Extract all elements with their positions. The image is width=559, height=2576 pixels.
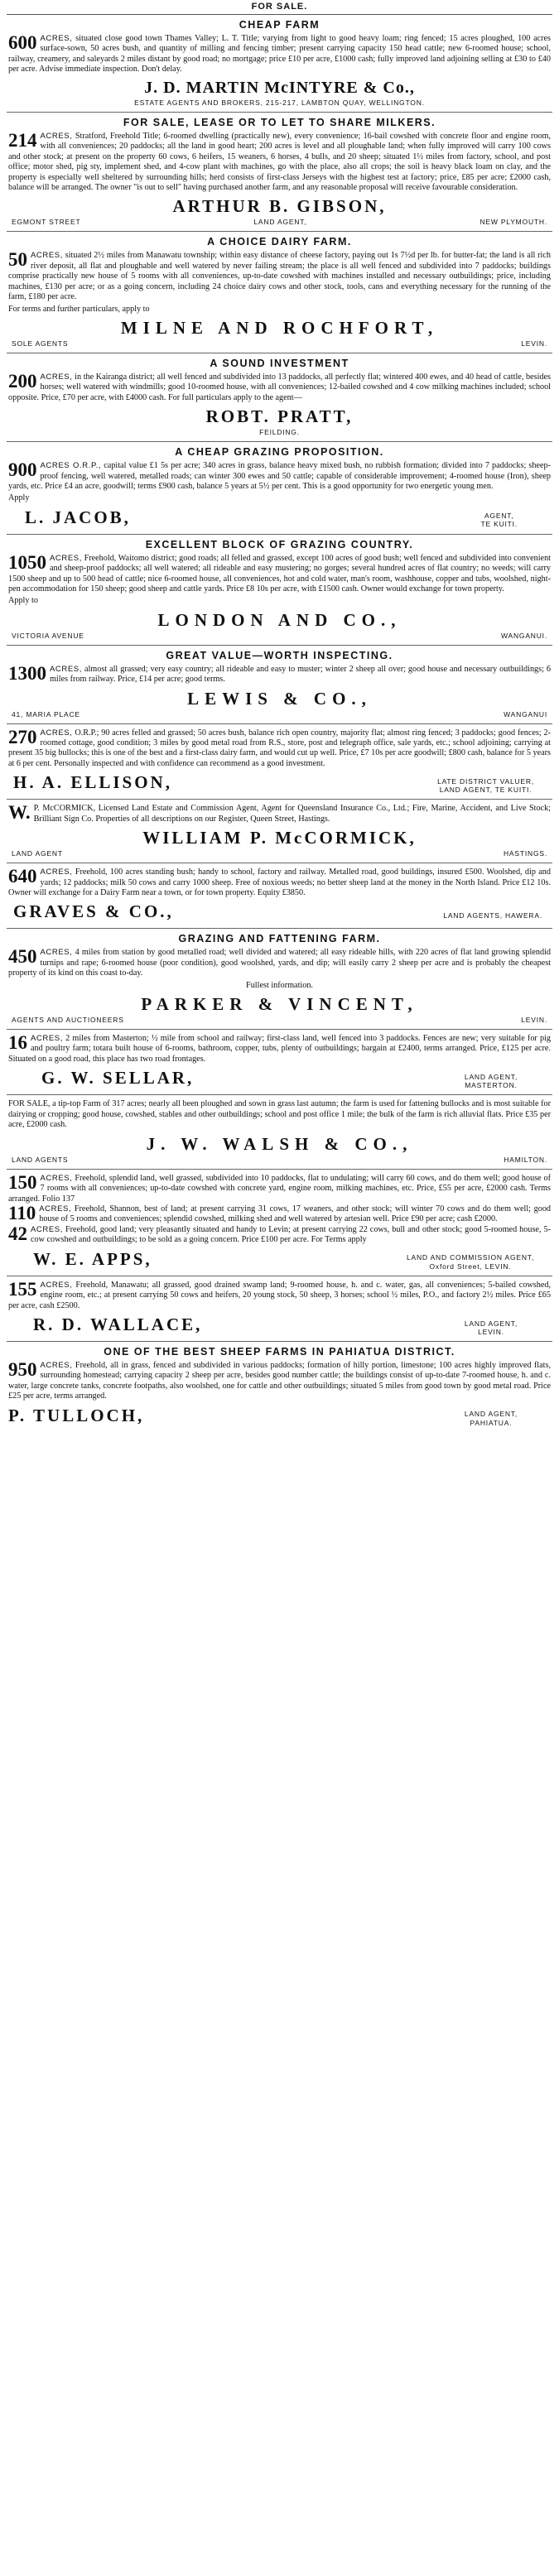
- agent-address: LAND AGENT HASTINGS.: [12, 849, 547, 858]
- acreage: 1300: [8, 662, 46, 684]
- listing-body: [8, 372, 551, 403]
- listing-body: [8, 867, 551, 898]
- listing-body: [8, 34, 551, 75]
- agent-name: PARKER & VINCENT,: [141, 994, 418, 1014]
- agent-block: [8, 898, 551, 923]
- listing-text: almost all grassed; very easy country; all rideable and easy to muster; winter 2 sheep all over; good house and necessary outbuildings; 6 miles from railway. Price, £14 per acre; good terms.: [50, 664, 551, 685]
- listing-title: A CHOICE DAIRY FARM.: [207, 236, 352, 248]
- listing-tulloch: [7, 1342, 552, 1432]
- acreage: 600: [8, 32, 37, 53]
- agent-block: [8, 769, 551, 794]
- agent-address: FEILDING.: [259, 428, 300, 437]
- agent-location: LAND AGENT, LEVIN.: [464, 1319, 518, 1336]
- listing-16-acres: [7, 1030, 552, 1095]
- agent-address: AGENTS AND AUCTIONEERS LEVIN.: [12, 1016, 547, 1024]
- acreage-label: ACRES,: [40, 1280, 73, 1290]
- listing-title: CHEAP FARM: [239, 19, 320, 31]
- agent-name: ROBT. PRATT,: [205, 406, 354, 427]
- listing-share-milkers: [7, 113, 552, 233]
- agent-name: ARTHUR B. GIBSON,: [172, 196, 387, 217]
- listing-title: A SOUND INVESTMENT: [210, 357, 349, 369]
- agent-name: W. E. APPS,: [33, 1248, 152, 1269]
- listing-text: Freehold, Shannon, best of land; at present carrying 31 cows, 17 weaners, and other stock; will winter 70 cows and do them well; good house of 5 rooms and conveniences; splendid cowshed, milking shed and well watered by artesian well. Price £90 per acre; cash £2000.: [39, 1204, 552, 1224]
- agent-block: [8, 504, 551, 529]
- listing-text: Freehold, splendid land, well grassed, subdivided into 10 paddocks, flat to undulating; will carry 60 cows, and do them well; good house of 7 rooms with all conveniences; up-to-date cowshed with concrete yard, engine room, milking machines, etc. Price, £55 per acre, £2000 cash. Terms arranged. Folio 137: [8, 1173, 552, 1204]
- listing-note: For terms and further particulars, apply to: [8, 304, 150, 314]
- acreage-label: ACRES,: [40, 131, 73, 141]
- agent-name: MILNE AND ROCHFORT,: [120, 317, 439, 338]
- acreage: 450: [8, 946, 37, 968]
- agent-location: LAND AND COMMISSION AGENT, Oxford Street, LEVIN.: [407, 1253, 534, 1271]
- acreage-label: ACRES,: [31, 1224, 63, 1234]
- listing-body: [8, 1204, 551, 1225]
- agent-name: R. D. WALLACE,: [33, 1314, 203, 1334]
- acreage: 900: [8, 459, 37, 481]
- listing-270-acres: [7, 724, 552, 800]
- acreage: 155: [8, 1278, 37, 1300]
- listing-body: [8, 1171, 552, 1204]
- listing-text: situated 2½ miles from Manawatu township; within easy distance of cheese factory, paying out 1s 7½d per lb. for butter-fat; the land is all rich river deposit, all flat and ploughable and well watered by never failing stream; the place is all well fenced and subdivided into 7 paddocks; buildings comprise practically new house of 5 rooms with all conveniences, up-to-date cowshed with machines installed and necessary outbuildings; price, including machines, £130 per acre; or as a going concern, including 24 choice dairy cows and other stock, tools, cans and everything necessary for the running of the farm, £180 per acre.: [8, 251, 551, 302]
- listing-text: FOR SALE, a tip-top Farm of 317 acres; nearly all been ploughed and sown in grass last autumn; the farm is used for fattening bullocks and is most suitable for dairying or cropping; good house, cowshed, stables and other outbuildings; school and post office 1 mile; the bulk of the farm is rich alluvial flats. Price £35 per acre, £2000 cash.: [8, 1099, 551, 1130]
- acreage-label: ACRES O.R.P.,: [40, 461, 102, 471]
- listing-text: P. McCORMICK, Licensed Land Estate and Commission Agent, Agent for Queensland Insurance Co., Ltd.; Fire, Marine, Accident, and Live Stock; Brilliant Sign Co. Properties of all descriptions on our Register, Queen Street, Hastings.: [33, 804, 551, 824]
- listing-body: [8, 461, 551, 492]
- agent-address: ESTATE AGENTS AND BROKERS, 215-217, LAMBTON QUAY, WELLINGTON.: [134, 98, 425, 107]
- listing-text: Freehold, good land; very pleasantly situated and handy to Levin; at present carrying 22 cows, bull and other stock; good 5-roomed house, 5-cow cowshed and outbuildings; to be sold as a going concern. Price £100 per acre. For Terms apply: [31, 1224, 551, 1245]
- listing-body: [8, 1278, 551, 1311]
- listing-body: [8, 251, 551, 302]
- listing-great-value: [7, 646, 552, 724]
- acreage: 950: [8, 1359, 37, 1380]
- agent-address: LAND AGENTS HAMILTON.: [12, 1155, 547, 1164]
- acreage: 150: [8, 1171, 37, 1193]
- agent-address: VICTORIA AVENUE WANGANUI.: [12, 631, 547, 640]
- listing-sound-investment: [7, 353, 552, 442]
- agent-name: WILLIAM P. McCORMICK,: [142, 828, 417, 848]
- listing-excellent-block: [7, 535, 552, 646]
- agent-name: G. W. SELLAR,: [41, 1068, 195, 1089]
- listing-text: Freehold, Manawatu; all grassed, good drained swamp land; 9-roomed house, h. and c. water, gas, all conveniences; 5-bailed cowshed, engine room, etc.; at present carrying 50 cows and heifers, 20 young stock, 50 sheep, 3 horses; school ½ miles, P.O., and factory 2½ miles. Price £65 per acre, cash £2500.: [8, 1280, 551, 1310]
- listing-text: Freehold, 100 acres standing bush; handy to school, factory and railway. Metalled road, good buildings, insured £500. Woolshed, dip and yards; 12 paddocks; milk 50 cows and carry 1000 sheep. Free of noxious weeds; no better sheep land at the money in the North Island. Price £12 10s. Owner will exchange for a Dairy Farm near a town, or for town property. Equity £3850.: [8, 867, 551, 898]
- agent-name: L. JACOB,: [25, 507, 131, 527]
- acreage-label: ACRES,: [40, 1361, 73, 1370]
- listing-body: [8, 1225, 551, 1246]
- listing-apps: [7, 1170, 552, 1276]
- agent-block: [8, 1311, 551, 1336]
- acreage: 1050: [8, 551, 46, 573]
- listing-note: Apply: [8, 493, 30, 503]
- listing-cheap-farm: [7, 15, 552, 113]
- acreage-label: ACRES,: [39, 1204, 72, 1214]
- listing-body: [8, 551, 551, 595]
- acreage-label: ACRES,: [50, 553, 82, 563]
- agent-address: 41, MARIA PLACE WANGANUI: [12, 709, 547, 718]
- acreage: 42: [8, 1223, 27, 1244]
- listing-choice-dairy-farm: [7, 232, 552, 353]
- acreage: 640: [8, 866, 37, 887]
- agent-name: LEWIS & CO.,: [187, 688, 372, 709]
- listing-body: [8, 804, 551, 824]
- agent-location: LAND AGENT, PAHIATUA.: [464, 1410, 518, 1427]
- agent-location: LAND AGENT, MASTERTON.: [464, 1072, 518, 1090]
- section-header: FOR SALE.: [7, 0, 552, 15]
- agent-location: LATE DISTRICT VALUER, LAND AGENT, TE KUITI.: [437, 776, 534, 795]
- acreage-label: ACRES,: [40, 867, 73, 877]
- agent-address: EGMONT STREET LAND AGENT, NEW PLYMOUTH.: [12, 218, 547, 227]
- listing-body: [8, 728, 551, 770]
- listing-mccormick: [7, 800, 552, 863]
- listing-title: A CHEAP GRAZING PROPOSITION.: [175, 446, 384, 459]
- acreage: 50: [8, 249, 27, 271]
- listing-text: Stratford, Freehold Title; 6-roomed dwelling (practically new), every convenience; 16-bail cowshed with concrete floor and engine room, with all conveniences; 20 paddocks; all the land in good heart; 200 acres is level and all ploughable land; when fully improved will carry 100 cows and other stock; at present on the property 60 cows, 6 heifers, 15 weaners, 6 horses, 4 bulls, and 20 sheep; situated 1½ miles from factory, school, and post office; motor shed, pig sty, implement shed, and 4-cow plant with machines, go with the place, also all crops; the soil is heavy black loam on clay, and the property is especially well sheltered by surrounding hills; herd consists of first-class Jerseys with the highest test at factory; price, £85 per acre; £2000 cash, balance will be arranged. The owner "is out to sell" having purchased another farm, and any reasonable proposal will receive favourable consideration.: [8, 131, 551, 192]
- listing-body: [8, 662, 551, 685]
- agent-block: [8, 1065, 551, 1089]
- listing-640-acres: [7, 863, 552, 929]
- listing-body: [8, 1361, 551, 1402]
- agent-block: [8, 1246, 551, 1271]
- agent-block: [8, 1402, 551, 1427]
- listing-body: [8, 1099, 551, 1130]
- listing-title: EXCELLENT BLOCK OF GRAZING COUNTRY.: [145, 538, 414, 550]
- listing-title: GRAZING AND FATTENING FARM.: [178, 933, 381, 945]
- listing-cheap-grazing: [7, 442, 552, 535]
- listing-text: in the Kairanga district; all well fenced and subdivided into 13 paddocks, all perfectly flat; wintered 400 ewes, and 40 head of cattle, besides horses; well watered with windmills; good 10-roomed house, with all conveniences; 12-bailed cowshed and 4 cow milking machines included; school opposite. Price, £70 per acre, with £4000 cash. For full particulars apply to the agent—: [8, 372, 551, 402]
- listing-body: [8, 948, 551, 978]
- listing-text: capital value £1 5s per acre; 340 acres in grass, balance heavy mixed bush, no rubbish formation; divided into 7 paddocks; sheep-proof fencing, well watered, metalled roads; can winter 300 ewes and 50 cattle; capable of considerable improvement; 4-roomed house (Iron), sheep yards, etc. Price £4 an acre, goodwill; terms £900 cash, balance 5 years at 5½ per cent. This is a good opportunity for two energetic young men.: [8, 461, 552, 491]
- listing-wallace: [7, 1276, 552, 1342]
- listing-grazing-fattening: [7, 929, 552, 1030]
- listing-text: Freehold, all in grass, fenced and subdivided in various paddocks; formation of hilly portion, limestone; 100 acres highly improved flats, surrounding homestead; carrying capacity 2 sheep per acre, besides good number cattle; the buildings consist of up-to-date 7-roomed house, h. and c. water, large concrete tanks, concrete footpaths, also woolshed, one for cattle and other outbuildings; situated 5 miles from good town by good metal road. Price £25 per acre, terms arranged.: [8, 1361, 552, 1401]
- listing-text: 2 miles from Masterton; ½ mile from school and railway; first-class land, well fenced into 3 paddocks. Fences are new; very suitable for pig and poultry farm; totara built house of 6-rooms, bathroom, copper, tubs, plenty of outbuildings; bargain at £2400, terms arranged. Price, £125 per acre. Situated on a good road, this place has two road frontages.: [8, 1034, 551, 1064]
- agent-name: GRAVES & CO.,: [13, 901, 174, 922]
- acreage: 270: [8, 726, 37, 747]
- listing-title: FOR SALE, LEASE OR TO LET TO SHARE MILKERS.: [123, 116, 436, 128]
- agent-name: LONDON AND CO.,: [157, 609, 402, 630]
- acreage-label: ACRES,: [40, 728, 73, 738]
- acreage: 16: [8, 1032, 27, 1053]
- listing-body: [8, 129, 551, 194]
- agent-location: AGENT, TE KUITI.: [480, 512, 518, 529]
- acreage-label: ACRES,: [40, 372, 73, 382]
- agent-name: P. TULLOCH,: [8, 1405, 145, 1425]
- listing-text: 4 miles from station by good metalled road; well divided and watered; all easy rideable hills, with 220 acres of flat land growing splendid turnips and rape; 6-roomed house (poor condition), good woolshed, yards, and dip; will easily carry 2 sheep per acre and is probably the cheapest property of its kind on this coast to-day.: [8, 948, 551, 978]
- listing-text: Freehold, Waitomo district; good roads; all felled and grassed, except 100 acres of good bush; well fenced and subdivided into convenient and sheep-proof paddocks; all well watered; all rideable and easy mustering; no gorges; several hundred acres of flat country; no weeds; will carry 1500 sheep and up to 500 head of cattle; nice 6-roomed house, all conveniences, hot and cold water, man's room, washhouse, copper and tubs, woolshed, night-pen accommodation for 150 sheep; good sheep and cattle yards. Price £8 10s per acre, with £1500 cash. Owner would exchange for town property.: [8, 553, 551, 594]
- acreage-label: ACRES,: [31, 1034, 63, 1043]
- acreage-label: ACRES,: [40, 948, 73, 958]
- agent-location: LAND AGENTS, HAWERA.: [443, 911, 542, 920]
- listing-note: Apply to: [8, 596, 38, 606]
- listing-title: GREAT VALUE—WORTH INSPECTING.: [166, 649, 393, 661]
- acreage: 110: [8, 1202, 36, 1223]
- agent-name: J. D. MARTIN McINTYRE & Co.,: [144, 78, 415, 97]
- initial: W.: [8, 802, 31, 824]
- listing-note: Fullest information.: [246, 980, 313, 990]
- listing-title: ONE OF THE BEST SHEEP FARMS IN PAHIATUA DISTRICT.: [104, 1346, 455, 1358]
- agent-address: SOLE AGENTS LEVIN.: [12, 339, 547, 348]
- listing-text: O.R.P.; 90 acres felled and grassed; 50 acres bush, balance rich open country, majority flat; almost ring fenced; 3 paddocks; good fences; 2-roomed cottage, good condition; 3 miles by good metal road from R.S., store, post and telegraph office, sale yards, etc.; school adjoining; carrying at present 35 big bullocks; this is one of the best and a first-class dairy farm, and would cut up well. Price, £7 10s per acre goodwill; £800 cash, balance for 5 years at 6 per cent. Personally inspected and with confidence can recommend as a good investment.: [8, 728, 552, 768]
- agent-name: H. A. ELLISON,: [13, 772, 172, 793]
- listing-walsh: [7, 1095, 552, 1169]
- acreage-label: ACRES,: [50, 664, 82, 674]
- acreage-label: ACRES,: [40, 34, 73, 43]
- acreage-label: ACRES,: [31, 251, 63, 261]
- listing-text: situated close good town Thames Valley; L. T. Title; varying from light to good heavy loam; ring fenced; 15 acres ploughed, 100 acres surface-sown, 50 acres bush, and quantity of milling and fencing timber; present carrying capacity 150 head cattle; new 6-roomed house; school, railway, creamery, and saleyards 2 miles distant by good road; no mortgage; price £10 per acre, £1000 cash; fully improved land adjoining selling at £30 to £40 per acre. Advise immediate inspection. Don't delay.: [8, 34, 552, 74]
- acreage: 214: [8, 129, 37, 151]
- acreage-label: ACRES,: [40, 1173, 73, 1183]
- acreage: 200: [8, 370, 37, 392]
- listing-body: [8, 1034, 551, 1065]
- agent-name: J. W. WALSH & CO.,: [146, 1133, 413, 1154]
